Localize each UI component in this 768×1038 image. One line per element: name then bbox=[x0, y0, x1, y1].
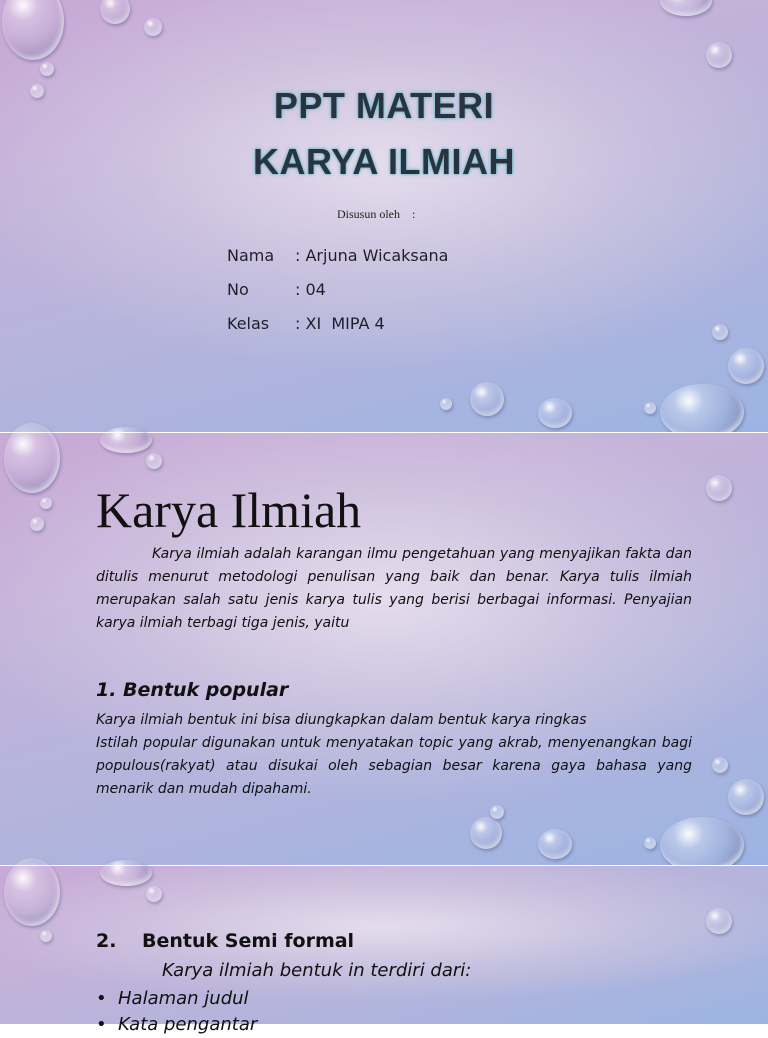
section-body bbox=[96, 709, 692, 801]
water-drop-decoration bbox=[4, 423, 60, 493]
author-info bbox=[227, 246, 448, 348]
water-drop-decoration bbox=[40, 930, 52, 942]
slide-title bbox=[0, 0, 768, 432]
section-heading bbox=[96, 930, 354, 952]
water-drop-decoration bbox=[728, 348, 764, 384]
info-row-name bbox=[227, 246, 448, 280]
info-row-class bbox=[227, 314, 448, 348]
water-drop-decoration bbox=[146, 886, 162, 902]
water-drop-decoration bbox=[712, 757, 728, 773]
list-item-text: Kata pengantar bbox=[118, 1014, 258, 1035]
bullet-icon: • bbox=[96, 988, 107, 1009]
info-value: : 04 bbox=[295, 280, 326, 299]
water-drop-decoration bbox=[706, 42, 732, 68]
section-subheading: 1. Bentuk popular bbox=[96, 679, 289, 701]
water-drop-decoration bbox=[100, 0, 130, 24]
water-drop-decoration bbox=[470, 817, 502, 849]
list-item-text: Halaman judul bbox=[118, 988, 249, 1009]
info-label: Kelas bbox=[227, 314, 270, 333]
info-value: : Arjuna Wicaksana bbox=[295, 246, 449, 265]
slide-karya-ilmiah bbox=[0, 433, 768, 865]
water-drop-decoration bbox=[706, 908, 732, 934]
water-drop-decoration bbox=[100, 427, 152, 453]
water-drop-decoration bbox=[40, 497, 52, 509]
water-drop-decoration bbox=[712, 324, 728, 340]
water-drop-decoration bbox=[144, 18, 162, 36]
slide-semi-formal bbox=[0, 866, 768, 1035]
byline: Disusun oleh : bbox=[337, 207, 416, 221]
slide-heading: Karya Ilmiah bbox=[96, 482, 362, 538]
title-line-2: KARYA ILMIAH bbox=[252, 141, 515, 182]
water-drop-decoration bbox=[538, 829, 572, 859]
water-drop-decoration bbox=[100, 860, 152, 886]
water-drop-decoration bbox=[660, 0, 712, 16]
slide-title-heading bbox=[0, 78, 768, 190]
water-drop-decoration bbox=[644, 402, 656, 414]
water-drop-decoration bbox=[470, 382, 504, 416]
water-drop-decoration bbox=[706, 475, 732, 501]
body-paragraph: Istilah popular digunakan untuk menyatakan topic yang akrab, menyenangkan bagi populous(rakyat) atau disukai oleh sebagian besar karena gaya bahasa yang menarik dan mudah dipahami. bbox=[96, 735, 692, 797]
info-value: : XI MIPA 4 bbox=[295, 314, 385, 333]
water-drop-decoration bbox=[40, 62, 54, 76]
info-label: Nama bbox=[227, 246, 275, 265]
water-drop-decoration bbox=[440, 398, 452, 410]
water-drop-decoration bbox=[4, 858, 60, 926]
list-item bbox=[96, 1012, 257, 1038]
info-row-number bbox=[227, 280, 448, 314]
body-paragraph: Karya ilmiah bentuk ini bisa diungkapkan dalam bentuk karya ringkas bbox=[96, 712, 587, 728]
info-label: No bbox=[227, 280, 249, 299]
title-line-1: PPT MATERI bbox=[273, 85, 495, 126]
water-drop-decoration bbox=[728, 779, 764, 815]
water-drop-decoration bbox=[538, 398, 572, 428]
bullet-list bbox=[96, 986, 257, 1038]
section-title: Bentuk Semi formal bbox=[142, 930, 355, 952]
water-drop-decoration bbox=[490, 805, 504, 819]
water-drop-decoration bbox=[2, 0, 64, 60]
water-drop-decoration bbox=[30, 517, 44, 531]
intro-paragraph bbox=[96, 543, 692, 635]
section-intro: Karya ilmiah bentuk in terdiri dari: bbox=[162, 960, 472, 981]
list-item bbox=[96, 986, 257, 1012]
bullet-icon: • bbox=[96, 1014, 107, 1035]
section-number: 2. bbox=[96, 930, 117, 952]
intro-paragraph-text: Karya ilmiah adalah karangan ilmu pengetahuan yang menyajikan fakta dan ditulis menurut metodologi penulisan yang baik dan benar. Karya tulis ilmiah merupakan salah satu jenis karya tulis yang berisi berbagai informasi. Penyajian karya ilmiah terbagi tiga jenis, yaitu bbox=[96, 546, 692, 631]
water-drop-decoration bbox=[146, 453, 162, 469]
water-drop-decoration bbox=[644, 837, 656, 849]
